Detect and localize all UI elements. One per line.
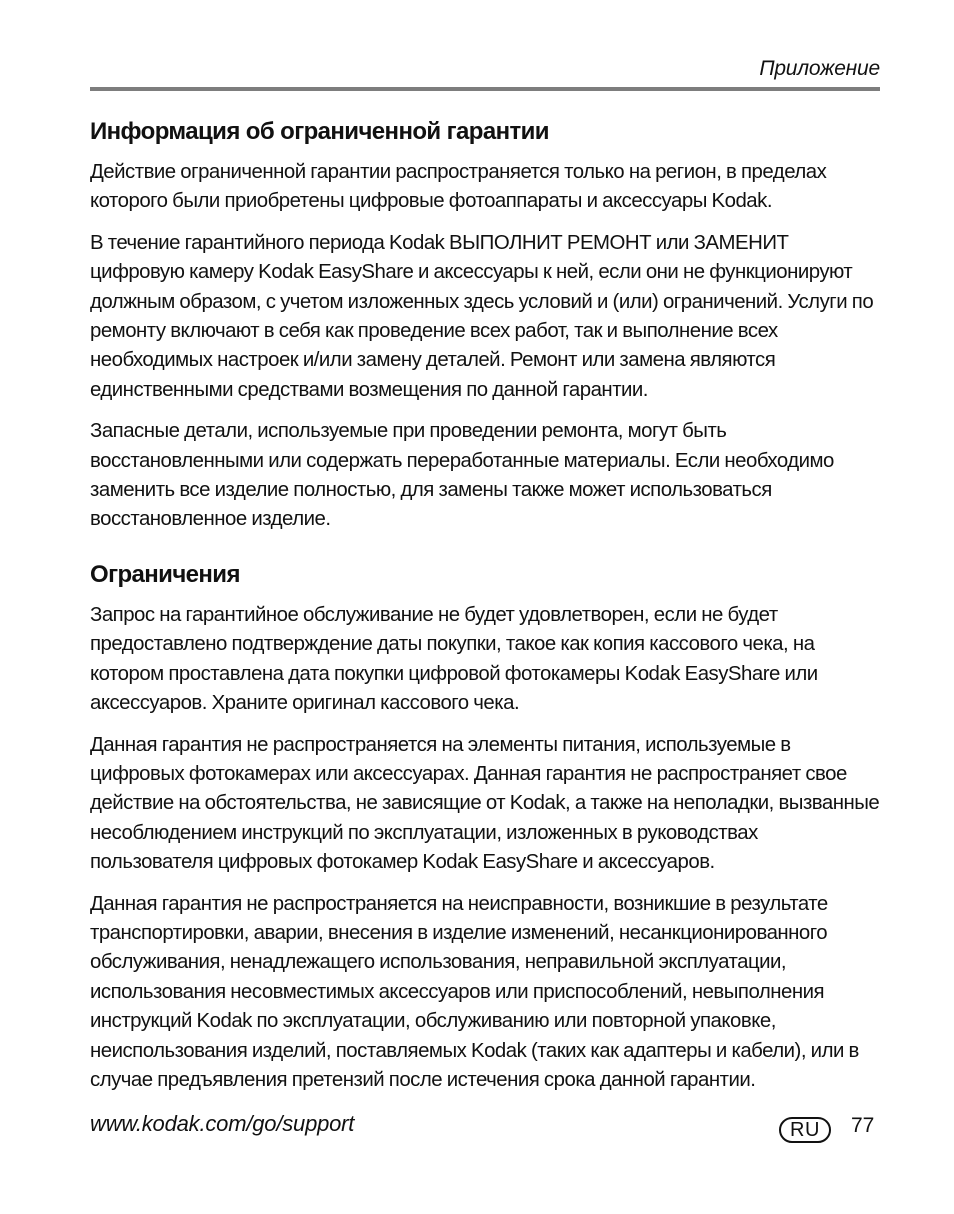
- warranty-info-heading: Информация об ограниченной гарантии: [90, 118, 549, 145]
- header-divider: [90, 87, 880, 91]
- limitations-paragraph-2: Данная гарантия не распространяется на элементы питания, используемые в цифровых фотокамерах или аксессуарах. Данная гарантия не распространяет свое действие на обстоятельства, не зависящие от Kodak, а также на неполадки, вызванные несоблюдением инструкций по эксплуатации, изложенных в руководствах пользователя цифровых фотокамер Kodak EasyShare и аксессуаров.: [90, 733, 880, 874]
- limitations-paragraph-1: Запрос на гарантийное обслуживание не будет удовлетворен, если не будет предоставлено подтверждение даты покупки, такое как копия кассового чека, на котором проставлена дата покупки цифровой фотокамеры Kodak EasyShare или аксессуаров. Храните оригинал кассового чека.: [90, 603, 818, 715]
- support-url: www.kodak.com/go/support: [90, 1111, 355, 1136]
- section-label: Приложение: [759, 57, 880, 80]
- warranty-info-paragraph-2: В течение гарантийного периода Kodak ВЫПОЛНИТ РЕМОНТ или ЗАМЕНИТ цифровую камеру Kodak EasyShare и аксессуары к ней, если они не функционируют должным образом, с учетом изложенных здесь условий и (или) ограничений. Услуги по ремонту включают в себя как проведение всех работ, так и выполнение всех необходимых настроек и/или замену деталей. Ремонт или замена являются единственными средствами возмещения по данной гарантии.: [90, 231, 874, 401]
- language-badge: RU: [779, 1117, 831, 1143]
- page-content: [90, 116, 880, 1107]
- warranty-info-paragraph-1: Действие ограниченной гарантии распространяется только на регион, в пределах которого были приобретены цифровые фотоаппараты и аксессуары Kodak.: [90, 161, 827, 213]
- limitations-heading: Ограничения: [90, 560, 240, 588]
- warranty-info-paragraph-3: Запасные детали, используемые при проведении ремонта, могут быть восстановленными или содержать переработанные материалы. Если необходимо заменить все изделие полностью, для замены также может использоваться восстановленное изделие.: [90, 420, 834, 531]
- limitations-paragraph-3: Данная гарантия не распространяется на неисправности, возникшие в результате транспортировки, аварии, внесения в изделие изменений, несанкционированного обслуживания, ненадлежащего использования, неправильной эксплуатации, использования несовместимых аксессуаров или приспособлений, невыполнения инструкций Kodak по эксплуатации, обслуживанию или повторной упаковке, неиспользования изделий, поставляемых Kodak (таких как адаптеры и кабели), или в случае предъявления претензий после истечения срока данной гарантии.: [90, 892, 859, 1091]
- page-number: 77: [851, 1114, 875, 1137]
